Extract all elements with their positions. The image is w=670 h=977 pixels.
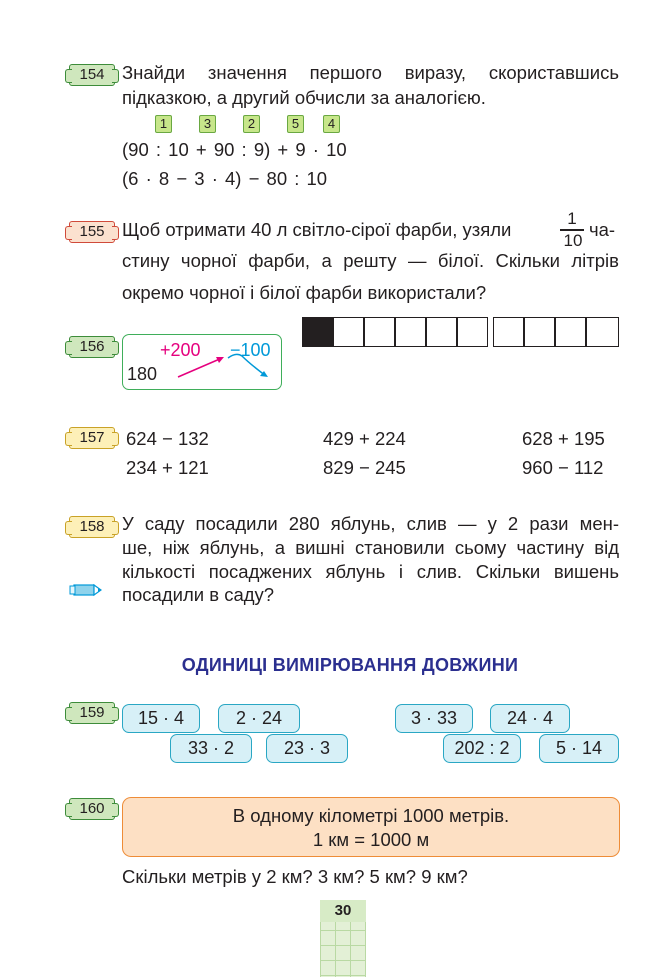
info-box-line2: 1 км = 1000 м: [312, 829, 430, 850]
expression-pill: 24 · 4: [490, 704, 570, 733]
task-155-text-line2: стину чорної фарби, а решту — білої. Скільки літрів: [122, 250, 619, 271]
task-number-154: 154: [69, 64, 115, 86]
task-number-160: 160: [69, 798, 115, 820]
task-160-question: Скільки метрів у 2 км? 3 км? 5 км? 9 км?: [122, 866, 468, 887]
task-155-text-line3: окремо чорної і білої фарби використали?: [122, 282, 487, 303]
task-154-text-line2: підказкою, а другий обчисли за аналогією.: [122, 87, 486, 108]
task-158-text-line3: кількості посаджених яблунь і слив. Скільки вишень: [122, 561, 619, 582]
task-number-156: 156: [69, 336, 115, 358]
task-number-157: 157: [69, 427, 115, 449]
info-box-line1: В одному кілометрі 1000 метрів.: [232, 805, 510, 826]
fraction-numerator: 1: [567, 209, 577, 228]
expression-2: (6 · 8 − 3 · 4) − 80 : 10: [122, 168, 328, 189]
expression-pill: 15 · 4: [122, 704, 200, 733]
example: 628 + 195: [522, 428, 605, 449]
task-158-text-line4: посадили в саду?: [122, 584, 275, 605]
operation-plus: +200: [160, 340, 201, 360]
hint-step: 2: [243, 115, 260, 133]
strip-cell: [395, 317, 426, 347]
task-155-text-line1-end: ча-: [589, 219, 616, 240]
strip-cell: [555, 317, 586, 347]
expression-pill: 2 · 24: [218, 704, 300, 733]
example: 234 + 121: [126, 457, 209, 478]
hint-step: 1: [155, 115, 172, 133]
fraction-denominator: 10: [563, 231, 583, 250]
expression-pill: 5 · 14: [539, 734, 619, 763]
expression-pill: 3 · 33: [395, 704, 473, 733]
pencil-icon: [66, 582, 102, 598]
chain-start-value: 180: [127, 364, 158, 384]
example: 960 − 112: [522, 457, 604, 478]
hint-step: 5: [287, 115, 304, 133]
task-154-text-line1: Знайди значення першого виразу, скориставшись: [122, 62, 619, 83]
task-number-155: 155: [69, 221, 115, 243]
task-155-text-line1: Щоб отримати 40 л світло-сірої фарби, узяли: [122, 219, 512, 240]
expression-pill: 202 : 2: [443, 734, 521, 763]
section-title: ОДИНИЦІ ВИМІРЮВАННЯ ДОВЖИНИ: [181, 655, 519, 675]
strip-cell-black: [302, 317, 333, 347]
task-number-158: 158: [69, 516, 115, 538]
expression-1: (90 : 10 + 90 : 9) + 9 · 10: [122, 139, 347, 160]
example: 624 − 132: [126, 428, 209, 449]
example: 829 − 245: [323, 457, 406, 478]
strip-cell: [364, 317, 395, 347]
expression-pill: 33 · 2: [170, 734, 252, 763]
arrow-up: [178, 358, 222, 377]
page-number: 30: [320, 900, 366, 922]
strip-cell: [524, 317, 555, 347]
chain-arrows: [170, 350, 280, 385]
arrow-down: [228, 354, 266, 376]
expression-pill: 23 · 3: [266, 734, 348, 763]
strip-cell: [586, 317, 619, 347]
strip-cell: [457, 317, 488, 347]
task-number-159: 159: [69, 702, 115, 724]
strip-cell: [426, 317, 457, 347]
operation-minus: −100: [230, 340, 271, 360]
strip-cell: [493, 317, 524, 347]
task-158-text-line1: У саду посадили 280 яблунь, слив — у 2 рази мен-: [122, 513, 619, 534]
hint-step: 4: [323, 115, 340, 133]
task-158-text-line2: ше, ніж яблунь, а вишні становили сьому частину від: [122, 537, 619, 558]
example: 429 + 224: [323, 428, 406, 449]
strip-cell: [333, 317, 364, 347]
hint-step: 3: [199, 115, 216, 133]
